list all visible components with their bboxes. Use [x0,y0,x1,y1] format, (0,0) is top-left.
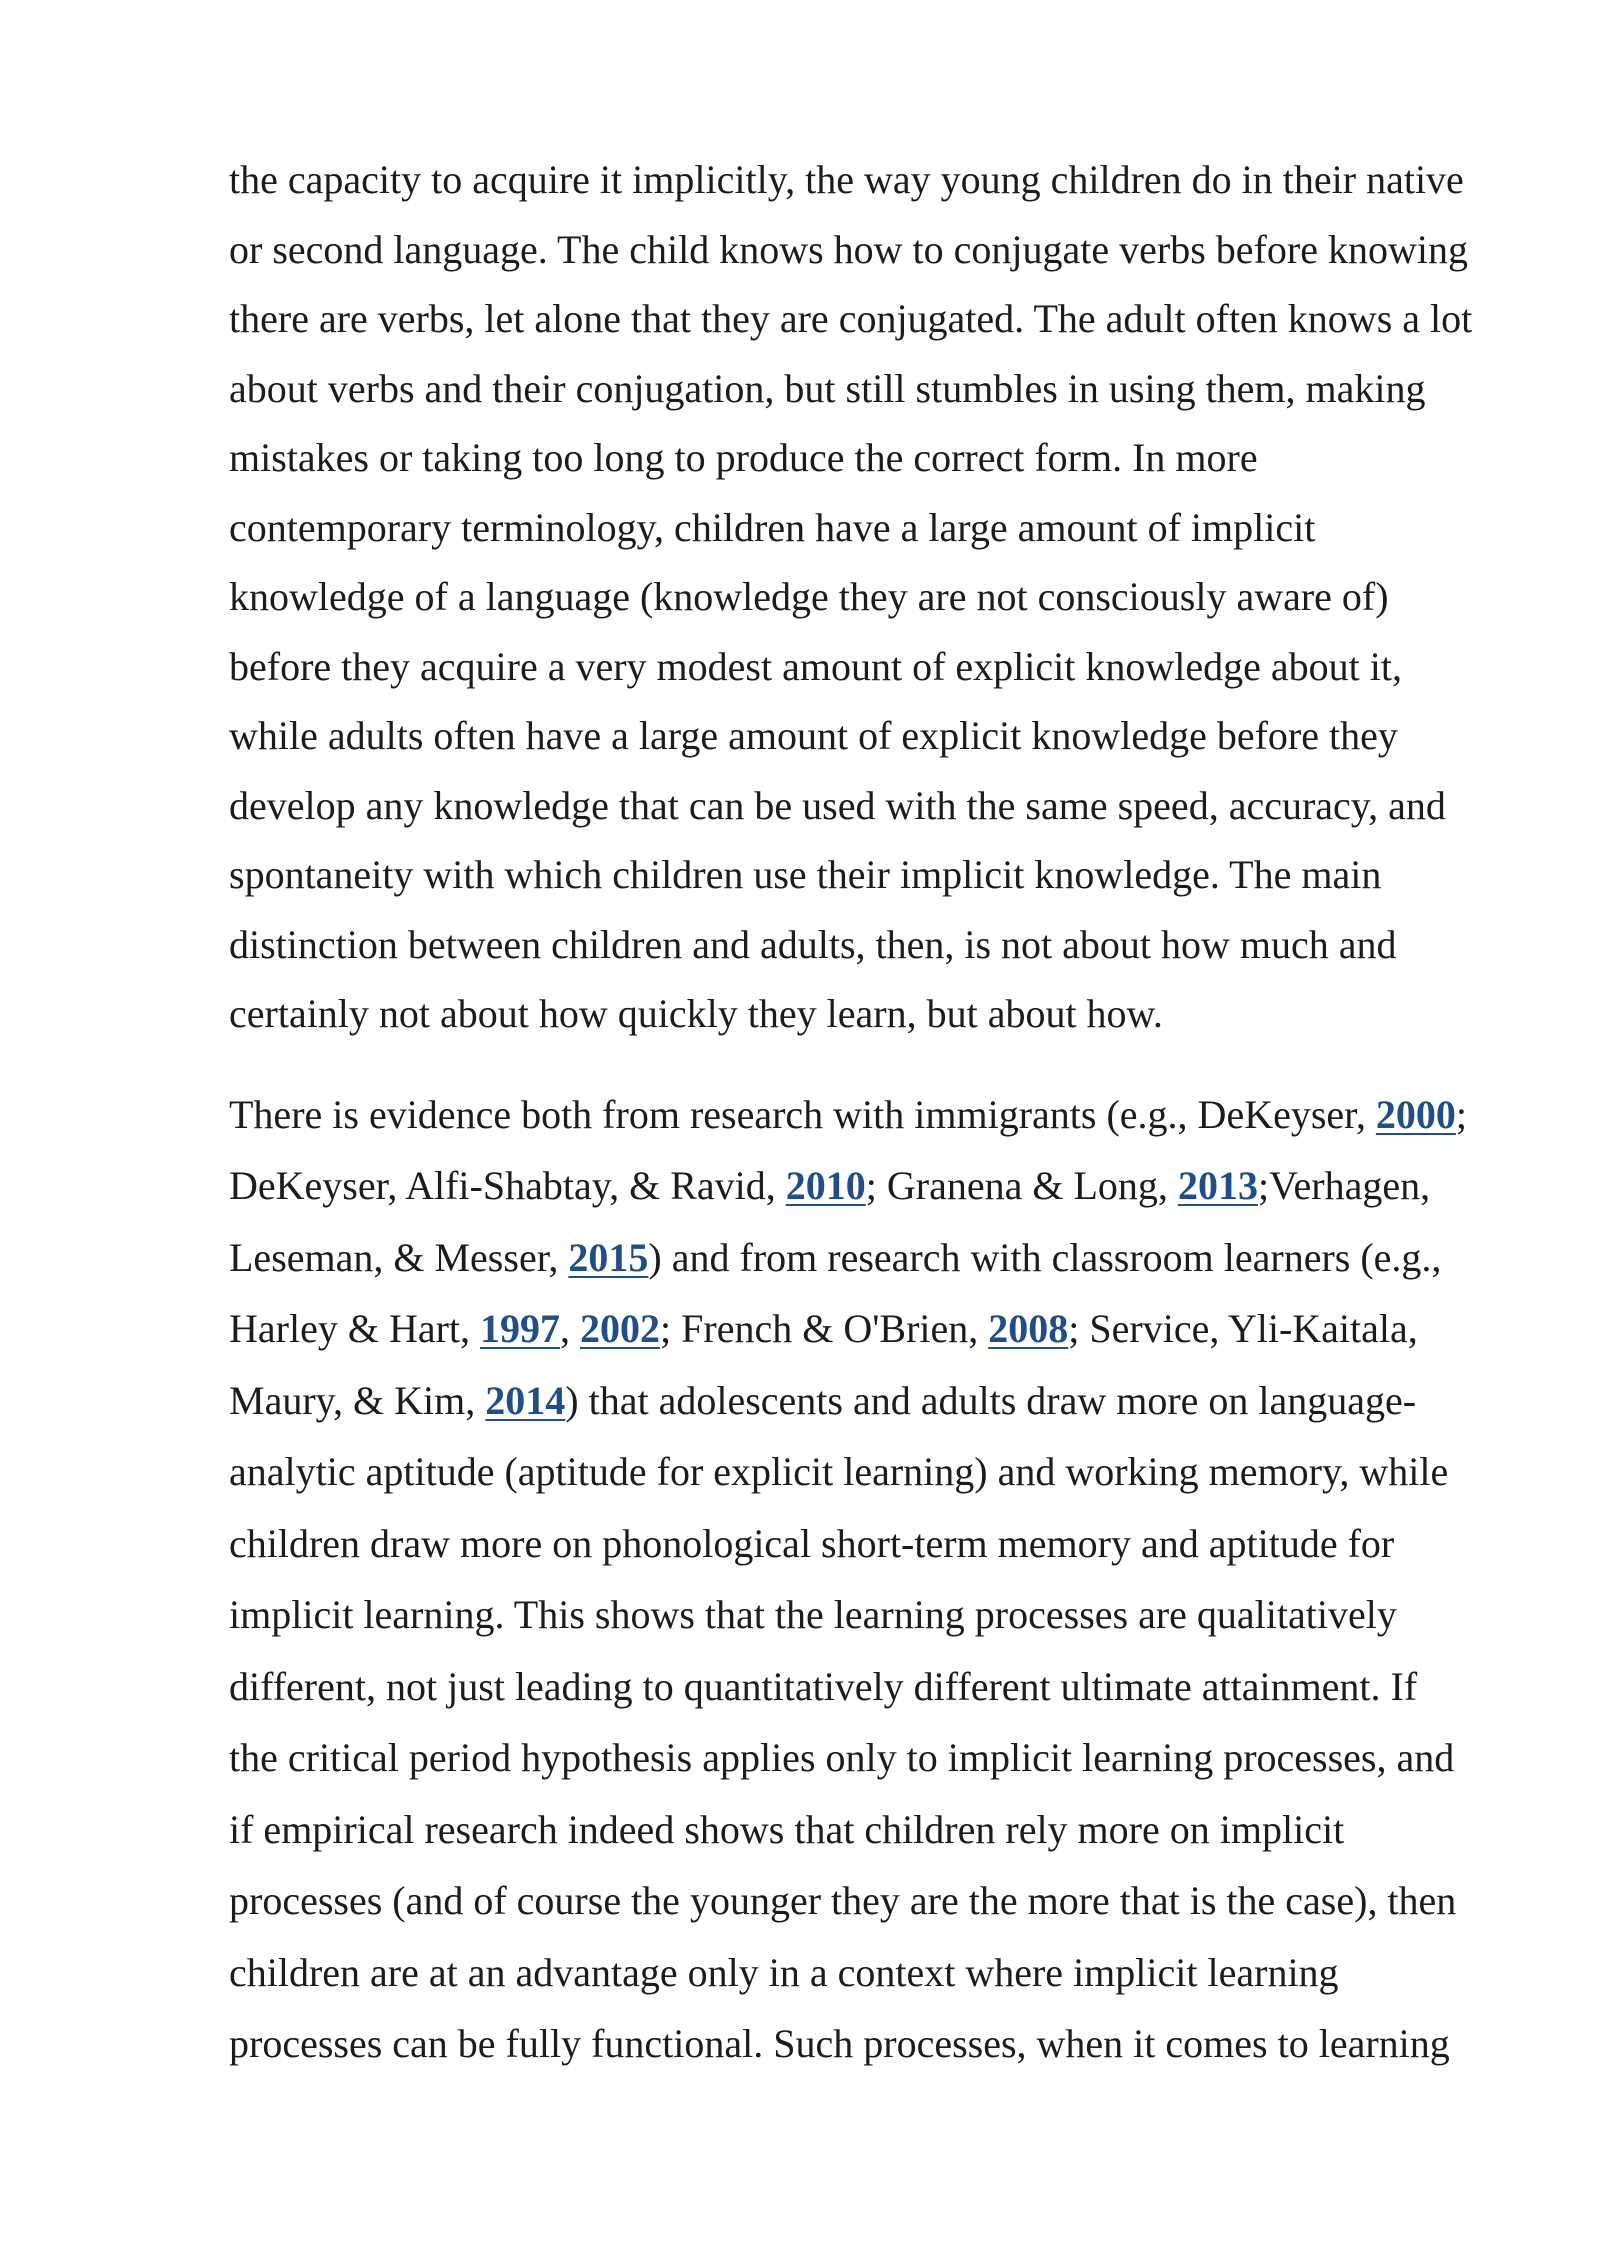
text-line: the critical period hypothesis applies only to implicit learning processes, and [229,1735,1455,1780]
text-line: processes can be fully functional. Such processes, when it comes to learning [229,2021,1450,2066]
text-line [229,1222,1499,1294]
text-line: certainly not about how quickly they learn, but about how. [229,991,1163,1036]
text-run: ; Service, Yli-Kaitala, [1068,1306,1418,1351]
text-run: Maury, & Kim, [229,1377,486,1423]
text-line: children are at an advantage only in a context where implicit learning [229,1949,1339,1995]
text-line: implicit learning. This shows that the learning processes are qualitatively [229,1592,1397,1637]
text-run: DeKeyser, Alfi-Shabtay, & Ravid, [229,1163,786,1208]
text-run: Harley & Hart, [229,1306,481,1351]
citation-link-2008[interactable]: 2008 [988,1306,1069,1351]
text-line: distinction between children and adults, then, is not about how much and [229,921,1397,967]
paragraph-2 [229,1079,1499,2080]
citation-link-2014[interactable]: 2014 [485,1377,566,1423]
text-run: There is evidence both from research with immigrants (e.g., DeKeyser, [229,1091,1376,1137]
text-run: ; Granena & Long, [865,1163,1178,1208]
text-line: about verbs and their conjugation, but still stumbles in using them, making [229,365,1426,411]
body-text [229,145,1499,2080]
text-run: ) and from research with classroom learners (e.g., [648,1234,1442,1280]
citation-link-2013[interactable]: 2013 [1177,1163,1258,1208]
text-line [229,1293,1499,1365]
text-run: , [560,1306,581,1351]
text-line: the capacity to acquire it implicitly, the way young children do in their native [229,157,1464,202]
text-run: ;Verhagen, [1257,1163,1431,1208]
paragraph-1 [229,145,1499,1049]
text-run: ; French & O'Brien, [660,1306,989,1351]
citation-link-1997[interactable]: 1997 [480,1306,561,1351]
text-line: knowledge of a language (knowledge they are not consciously aware of) [229,574,1389,619]
text-line: if empirical research indeed shows that children rely more on implicit [229,1806,1345,1852]
text-line: mistakes or taking too long to produce the correct form. In more [229,435,1258,480]
text-run: Leseman, & Messer, [229,1234,569,1280]
citation-link-2000[interactable]: 2000 [1375,1091,1456,1137]
text-line [229,1150,1499,1222]
text-line: before they acquire a very modest amount of explicit knowledge about it, [229,643,1402,689]
text-line [229,1365,1499,1437]
text-line: or second language. The child knows how to conjugate verbs before knowing [229,226,1468,272]
text-line: children draw more on phonological short-term memory and aptitude for [229,1520,1395,1566]
text-line: processes (and of course the younger they are the more that is the case), then [229,1878,1457,1923]
text-line: analytic aptitude (aptitude for explicit learning) and working memory, while [229,1449,1449,1494]
text-line: develop any knowledge that can be used with the same speed, accuracy, and [229,782,1446,828]
text-run: ; [1455,1091,1467,1137]
text-line: there are verbs, let alone that they are conjugated. The adult often knows a lot [229,296,1473,341]
text-line: contemporary terminology, children have a large amount of implicit [229,504,1316,550]
citation-link-2015[interactable]: 2015 [568,1234,649,1280]
text-line: spontaneity with which children use their implicit knowledge. The main [229,852,1382,897]
text-line: while adults often have a large amount of explicit knowledge before they [229,713,1398,758]
citation-link-2002[interactable]: 2002 [580,1306,661,1351]
text-line [229,1079,1499,1151]
text-run: ) that adolescents and adults draw more on language- [565,1377,1417,1423]
citation-link-2010[interactable]: 2010 [785,1163,866,1208]
text-line: different, not just leading to quantitatively different ultimate attainment. If [229,1663,1418,1709]
